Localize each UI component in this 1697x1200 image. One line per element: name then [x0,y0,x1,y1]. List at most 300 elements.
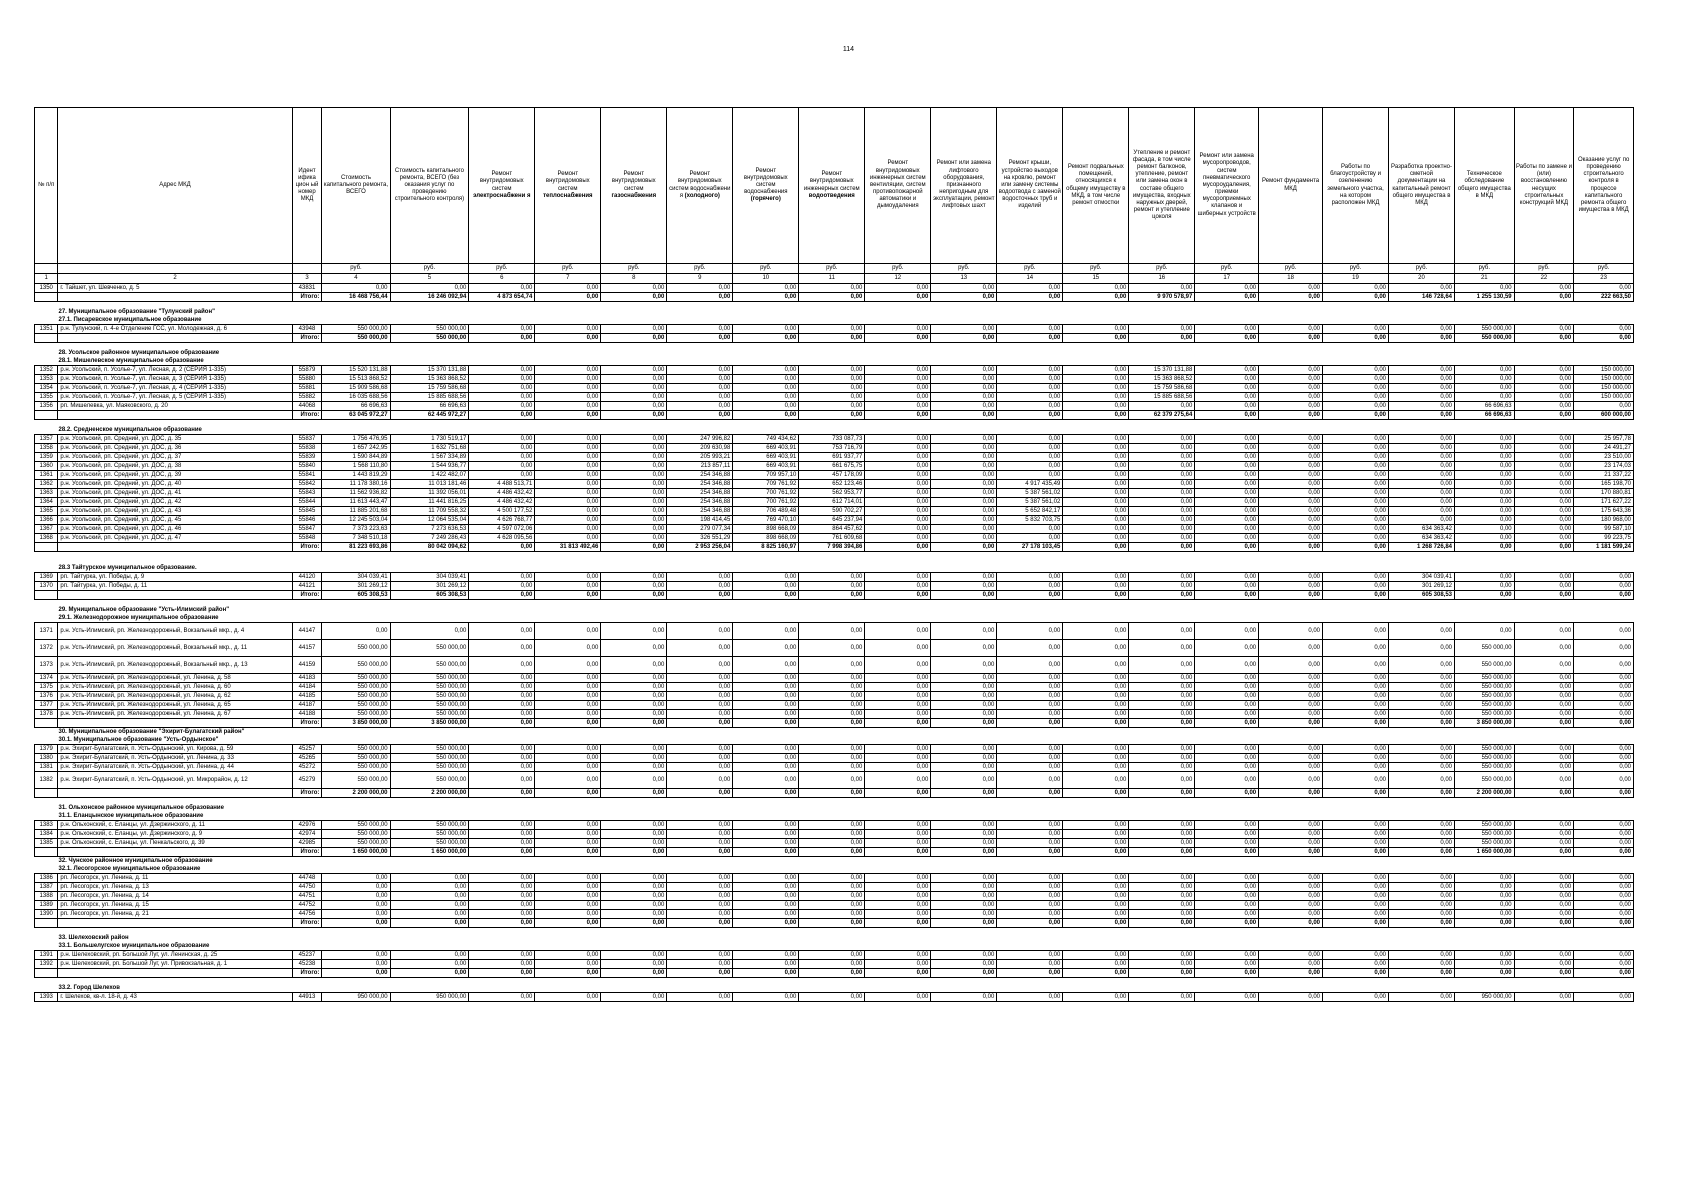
amount-cell: 700 761,92 [733,498,799,507]
amount-cell: 15 513 868,52 [322,375,390,384]
amount-cell: 550 000,00 [390,710,469,719]
amount-cell: 0,00 [667,969,733,978]
amount-cell: 0,00 [1323,411,1389,420]
address-cell: рп. Лесогорск, ул. Ленина, д. 15 [58,901,292,910]
amount-cell: 0,00 [799,366,865,375]
amount-cell: 550 000,00 [322,683,390,692]
table-row [35,498,1634,507]
column-header-14: Ремонт крыши, устройство выходов на кровлю, ремонт или замену системы водоотвода с заменой водосточных труб и изделий [997,108,1063,264]
column-header-3: Идент ифика цион ый номер МКД [292,108,322,264]
column-number-cell: 15 [1063,274,1129,284]
amount-cell: 0,00 [1063,543,1129,552]
amount-cell: 0,00 [1574,848,1634,857]
amount-cell: 0,00 [390,892,469,901]
amount-cell: 0,00 [1259,393,1323,402]
section-heading-row [35,942,1634,951]
amount-cell: 0,00 [1574,701,1634,710]
column-header-4: Стоимость капитального ремонта, ВСЕГО [322,108,390,264]
amount-cell: 0,00 [1195,874,1259,883]
amount-cell: 0,00 [799,393,865,402]
address-cell: р.н. Усольский, рп. Средний, ул. ДОС, д. 35 [58,435,292,444]
amount-cell: 0,00 [1514,830,1574,839]
amount-cell: 550 000,00 [322,674,390,683]
row-number [35,334,58,343]
amount-cell: 0,00 [865,366,931,375]
amount-cell: 0,00 [733,839,799,848]
amount-cell: 0,00 [535,683,601,692]
amount-cell: 0,00 [1195,789,1259,798]
amount-cell: 550 000,00 [390,701,469,710]
section-heading: 28.2. Средненское муниципальное образование [58,426,202,433]
amount-cell: 0,00 [667,284,733,293]
amount-cell: 5 387 561,02 [997,498,1063,507]
amount-cell: 0,00 [1063,623,1129,640]
row-number: 1384 [35,830,58,839]
amount-cell: 0,00 [1455,284,1515,293]
unit-cell: руб. [1574,264,1634,274]
amount-cell: 0,00 [535,411,601,420]
table-row [35,480,1634,489]
amount-cell: 0,00 [1259,284,1323,293]
amount-cell: 0,00 [733,640,799,657]
column-header-23: Оказание услуг по проведению строительного контроля в процессе капитального ремонта общего имущества в МКД [1574,108,1634,264]
amount-cell: 0,00 [1389,772,1455,789]
amount-cell: 0,00 [667,919,733,928]
amount-cell: 0,00 [1259,334,1323,343]
column-header-20: Разработка проектно-сметной документации на капитальный ремонт общего имущества в МКД [1389,108,1455,264]
amount-cell: 0,00 [601,384,667,393]
amount-cell: 0,00 [1195,839,1259,848]
amount-cell: 0,00 [997,754,1063,763]
address-cell: г. Тайшет, ул. Шевченко, д. 5 [58,284,292,293]
amount-cell: 0,00 [997,334,1063,343]
building-id-cell: 44188 [292,710,322,719]
amount-cell: 0,00 [733,993,799,1002]
column-header-1: № п/п [35,108,58,264]
total-label: Итого: [292,334,322,343]
amount-cell: 0,00 [799,692,865,701]
amount-cell: 550 000,00 [1455,334,1515,343]
amount-cell: 0,00 [865,789,931,798]
amount-cell: 0,00 [1063,763,1129,772]
amount-cell: 0,00 [601,453,667,462]
amount-cell: 12 245 503,04 [322,516,390,525]
amount-cell: 550 000,00 [1455,710,1515,719]
amount-cell: 0,00 [733,293,799,302]
amount-cell: 254 346,88 [667,471,733,480]
amount-cell: 0,00 [601,745,667,754]
amount-cell: 550 000,00 [322,710,390,719]
table-row [35,489,1634,498]
amount-cell: 0,00 [799,951,865,960]
amount-cell: 0,00 [931,325,997,334]
amount-cell: 0,00 [1389,839,1455,848]
amount-cell: 0,00 [535,444,601,453]
amount-cell: 0,00 [1129,763,1195,772]
amount-cell: 0,00 [931,462,997,471]
amount-cell: 0,00 [390,951,469,960]
amount-cell: 0,00 [1389,830,1455,839]
table-row [35,525,1634,534]
amount-cell: 0,00 [535,960,601,969]
amount-cell: 0,00 [1195,507,1259,516]
amount-cell: 0,00 [1514,489,1574,498]
amount-cell: 0,00 [1514,892,1574,901]
amount-cell: 706 489,48 [733,507,799,516]
section-heading-row [35,316,1634,325]
building-id-cell: 45265 [292,754,322,763]
section-heading-row [35,934,1634,942]
amount-cell: 0,00 [1514,763,1574,772]
amount-cell: 550 000,00 [1455,674,1515,683]
amount-cell: 0,00 [1195,692,1259,701]
amount-cell: 0,00 [1323,692,1389,701]
amount-cell: 0,00 [601,444,667,453]
amount-cell: 550 000,00 [390,754,469,763]
row-number: 1355 [35,393,58,402]
amount-cell: 23 510,00 [1574,453,1634,462]
amount-cell: 9 970 578,97 [1129,293,1195,302]
building-id-cell: 55846 [292,516,322,525]
amount-cell: 0,00 [1259,745,1323,754]
section-heading: 32. Чунское районное муниципальное образование [58,857,213,864]
building-id-cell: 55881 [292,384,322,393]
amount-cell: 0,00 [535,375,601,384]
amount-cell: 0,00 [1129,657,1195,674]
section-heading: 30.1. Муниципальное образование "Усть-Ордынское" [58,736,219,743]
table-row [35,507,1634,516]
amount-cell: 0,00 [733,848,799,857]
amount-cell: 0,00 [1195,657,1259,674]
amount-cell: 0,00 [865,402,931,411]
amount-cell: 0,00 [865,772,931,789]
amount-cell: 0,00 [733,883,799,892]
amount-cell: 550 000,00 [390,830,469,839]
amount-cell: 733 087,73 [799,435,865,444]
amount-cell: 0,00 [469,573,535,582]
amount-cell: 0,00 [601,830,667,839]
column-header-18: Ремонт фундамента МКД [1259,108,1323,264]
amount-cell: 0,00 [469,710,535,719]
amount-cell: 550 000,00 [322,772,390,789]
amount-cell: 0,00 [1514,821,1574,830]
amount-cell: 0,00 [1455,480,1515,489]
amount-cell: 0,00 [865,325,931,334]
table-row [35,435,1634,444]
amount-cell: 0,00 [799,710,865,719]
amount-cell: 0,00 [601,462,667,471]
amount-cell: 0,00 [799,640,865,657]
amount-cell: 99 587,10 [1574,525,1634,534]
amount-cell: 0,00 [1259,901,1323,910]
amount-cell: 0,00 [535,507,601,516]
row-number: 1377 [35,701,58,710]
building-id-cell: 45272 [292,763,322,772]
amount-cell: 691 937,77 [799,453,865,462]
amount-cell: 0,00 [799,839,865,848]
address-cell [58,293,292,302]
row-number: 1356 [35,402,58,411]
amount-cell: 0,00 [997,453,1063,462]
amount-cell: 0,00 [1063,883,1129,892]
amount-cell: 550 000,00 [322,640,390,657]
building-id-cell: 42976 [292,821,322,830]
building-id-cell: 44752 [292,901,322,910]
amount-cell: 66 696,63 [1455,411,1515,420]
amount-cell: 0,00 [469,366,535,375]
amount-cell: 0,00 [1063,993,1129,1002]
amount-cell: 550 000,00 [390,692,469,701]
amount-cell: 0,00 [1063,453,1129,462]
amount-cell: 0,00 [1195,573,1259,582]
amount-cell: 0,00 [535,284,601,293]
amount-cell: 550 000,00 [322,745,390,754]
column-number-cell: 18 [1259,274,1323,284]
amount-cell: 205 993,21 [667,453,733,462]
amount-cell: 66 696,63 [390,402,469,411]
amount-cell: 0,00 [1129,507,1195,516]
amount-cell: 0,00 [1389,366,1455,375]
amount-cell: 254 346,88 [667,480,733,489]
amount-cell: 0,00 [865,993,931,1002]
address-cell: р.н. Усольский, рп. Средний, ул. ДОС, д. 39 [58,471,292,480]
amount-cell: 0,00 [1063,498,1129,507]
row-number [35,789,58,798]
amount-cell: 0,00 [469,623,535,640]
amount-cell: 0,00 [1259,498,1323,507]
amount-cell: 0,00 [667,993,733,1002]
amount-cell: 0,00 [733,692,799,701]
amount-cell: 0,00 [1455,623,1515,640]
amount-cell: 0,00 [667,951,733,960]
unit-cell: руб. [997,264,1063,274]
row-number: 1376 [35,692,58,701]
amount-cell: 0,00 [1259,453,1323,462]
amount-cell: 0,00 [1323,534,1389,543]
amount-cell: 0,00 [997,573,1063,582]
amount-cell: 0,00 [601,839,667,848]
amount-cell: 0,00 [1063,293,1129,302]
amount-cell: 550 000,00 [322,839,390,848]
amount-cell: 457 178,09 [799,471,865,480]
total-label: Итого: [292,293,322,302]
amount-cell: 761 609,68 [799,534,865,543]
amount-cell: 0,00 [1063,789,1129,798]
amount-cell: 0,00 [865,657,931,674]
amount-cell: 0,00 [1574,582,1634,591]
row-number: 1358 [35,444,58,453]
row-number [35,919,58,928]
amount-cell: 0,00 [1129,692,1195,701]
amount-cell: 0,00 [601,525,667,534]
amount-cell: 0,00 [1129,919,1195,928]
amount-cell: 0,00 [1389,848,1455,857]
amount-cell: 0,00 [1389,993,1455,1002]
amount-cell: 0,00 [469,763,535,772]
amount-cell: 0,00 [997,883,1063,892]
amount-cell: 0,00 [865,293,931,302]
total-label: Итого: [292,969,322,978]
amount-cell: 0,00 [931,516,997,525]
amount-cell: 0,00 [997,623,1063,640]
amount-cell: 0,00 [667,710,733,719]
address-cell: р.н. Усть-Илимский, рп. Железнодорожный, Вокзальный мкр., д. 4 [58,623,292,640]
amount-cell: 700 761,92 [733,489,799,498]
amount-cell: 550 000,00 [1455,772,1515,789]
row-number: 1392 [35,960,58,969]
amount-cell: 0,00 [1455,874,1515,883]
amount-cell: 1 730 519,17 [390,435,469,444]
building-id-cell: 45238 [292,960,322,969]
amount-cell: 0,00 [1195,525,1259,534]
amount-cell: 0,00 [1063,384,1129,393]
amount-cell: 0,00 [1514,525,1574,534]
column-number-cell: 11 [799,274,865,284]
amount-cell: 0,00 [1574,821,1634,830]
amount-cell: 950 000,00 [322,993,390,1002]
row-number: 1388 [35,892,58,901]
column-numbers-row [35,274,1634,284]
amount-cell: 0,00 [469,839,535,848]
amount-cell: 0,00 [1063,710,1129,719]
amount-cell: 0,00 [1389,375,1455,384]
amount-cell: 0,00 [799,411,865,420]
amount-cell: 0,00 [667,772,733,789]
amount-cell: 0,00 [931,710,997,719]
amount-cell: 0,00 [931,951,997,960]
row-number: 1379 [35,745,58,754]
section-heading: 31. Ольхонское районное муниципальное образование [58,804,224,811]
column-number-cell: 9 [667,274,733,284]
amount-cell: 0,00 [931,582,997,591]
amount-cell: 769 470,10 [733,516,799,525]
amount-cell: 0,00 [469,772,535,789]
amount-cell: 0,00 [865,951,931,960]
amount-cell: 0,00 [1514,919,1574,928]
amount-cell: 0,00 [931,745,997,754]
row-number: 1367 [35,525,58,534]
amount-cell: 0,00 [1514,444,1574,453]
amount-cell: 1 756 476,95 [322,435,390,444]
amount-cell: 0,00 [390,969,469,978]
amount-cell: 0,00 [601,969,667,978]
amount-cell: 0,00 [1063,821,1129,830]
amount-cell: 0,00 [1389,411,1455,420]
table-row [35,325,1634,334]
amount-cell: 0,00 [601,789,667,798]
amount-cell: 550 000,00 [390,325,469,334]
amount-cell: 0,00 [535,480,601,489]
column-number-cell: 14 [997,274,1063,284]
amount-cell: 254 346,88 [667,489,733,498]
amount-cell: 0,00 [1514,772,1574,789]
amount-cell: 0,00 [1259,701,1323,710]
amount-cell: 0,00 [997,293,1063,302]
amount-cell: 0,00 [931,892,997,901]
amount-cell: 0,00 [469,901,535,910]
amount-cell: 0,00 [865,701,931,710]
unit-cell: руб. [469,264,535,274]
row-number [35,848,58,857]
amount-cell: 550 000,00 [322,325,390,334]
amount-cell: 0,00 [1455,901,1515,910]
repair-program-table [34,107,1634,1002]
amount-cell: 0,00 [1389,919,1455,928]
amount-cell: 0,00 [865,830,931,839]
amount-cell: 0,00 [1323,745,1389,754]
row-number: 1366 [35,516,58,525]
amount-cell: 0,00 [1259,444,1323,453]
amount-cell: 0,00 [799,789,865,798]
row-number: 1382 [35,772,58,789]
column-header-13: Ремонт или замена лифтового оборудования, признанного непригодным для эксплуатации, ремонт лифтовых шахт [931,108,997,264]
section-heading-row [35,984,1634,993]
amount-cell: 0,00 [997,683,1063,692]
amount-cell: 0,00 [1323,334,1389,343]
amount-cell: 304 039,41 [390,573,469,582]
amount-cell: 550 000,00 [1455,701,1515,710]
amount-cell: 0,00 [865,489,931,498]
amount-cell: 898 668,09 [733,525,799,534]
column-number-cell: 21 [1455,274,1515,284]
amount-cell: 0,00 [1195,453,1259,462]
amount-cell: 0,00 [997,640,1063,657]
amount-cell: 0,00 [1389,453,1455,462]
table-body [35,284,1634,1002]
amount-cell: 0,00 [469,919,535,928]
amount-cell: 0,00 [865,591,931,600]
address-cell: р.н. Эхирит-Булагатский, п. Усть-Ордынский, ул. Микрорайон, д. 12 [58,772,292,789]
amount-cell: 0,00 [1323,701,1389,710]
amount-cell: 0,00 [1455,883,1515,892]
amount-cell: 0,00 [931,334,997,343]
amount-cell: 0,00 [1455,516,1515,525]
amount-cell: 550 000,00 [390,640,469,657]
amount-cell: 15 885 688,56 [1129,393,1195,402]
address-cell: рп. Лесогорск, ул. Ленина, д. 13 [58,883,292,892]
amount-cell: 0,00 [1129,789,1195,798]
amount-cell: 0,00 [865,719,931,728]
amount-cell: 0,00 [667,848,733,857]
address-cell: р.н. Эхирит-Булагатский, п. Усть-Ордынский, ул. Ленина, д. 33 [58,754,292,763]
amount-cell: 0,00 [1195,543,1259,552]
amount-cell: 0,00 [1129,910,1195,919]
amount-cell: 0,00 [601,489,667,498]
address-cell: р.н. Ольхонский, с. Еланцы, ул. Дзержинского, д. 9 [58,830,292,839]
amount-cell: 0,00 [469,375,535,384]
address-cell: р.н. Усольский, рп. Средний, ул. ДОС, д. 46 [58,525,292,534]
amount-cell: 0,00 [1129,901,1195,910]
amount-cell: 0,00 [1323,573,1389,582]
amount-cell: 0,00 [1129,960,1195,969]
amount-cell: 0,00 [1063,411,1129,420]
amount-cell: 0,00 [931,573,997,582]
amount-cell: 180 968,00 [1574,516,1634,525]
amount-cell: 0,00 [733,789,799,798]
building-id-cell: 55848 [292,534,322,543]
amount-cell: 0,00 [1514,507,1574,516]
amount-cell: 0,00 [865,334,931,343]
amount-cell: 0,00 [1323,325,1389,334]
amount-cell: 0,00 [1323,393,1389,402]
amount-cell: 0,00 [390,623,469,640]
amount-cell: 0,00 [1514,901,1574,910]
amount-cell: 0,00 [931,839,997,848]
address-cell: р.н. Эхирит-Булагатский, п. Усть-Ордынский, ул. Кирова, д. 59 [58,745,292,754]
amount-cell: 0,00 [1259,692,1323,701]
column-number-cell: 6 [469,274,535,284]
amount-cell: 0,00 [1514,375,1574,384]
